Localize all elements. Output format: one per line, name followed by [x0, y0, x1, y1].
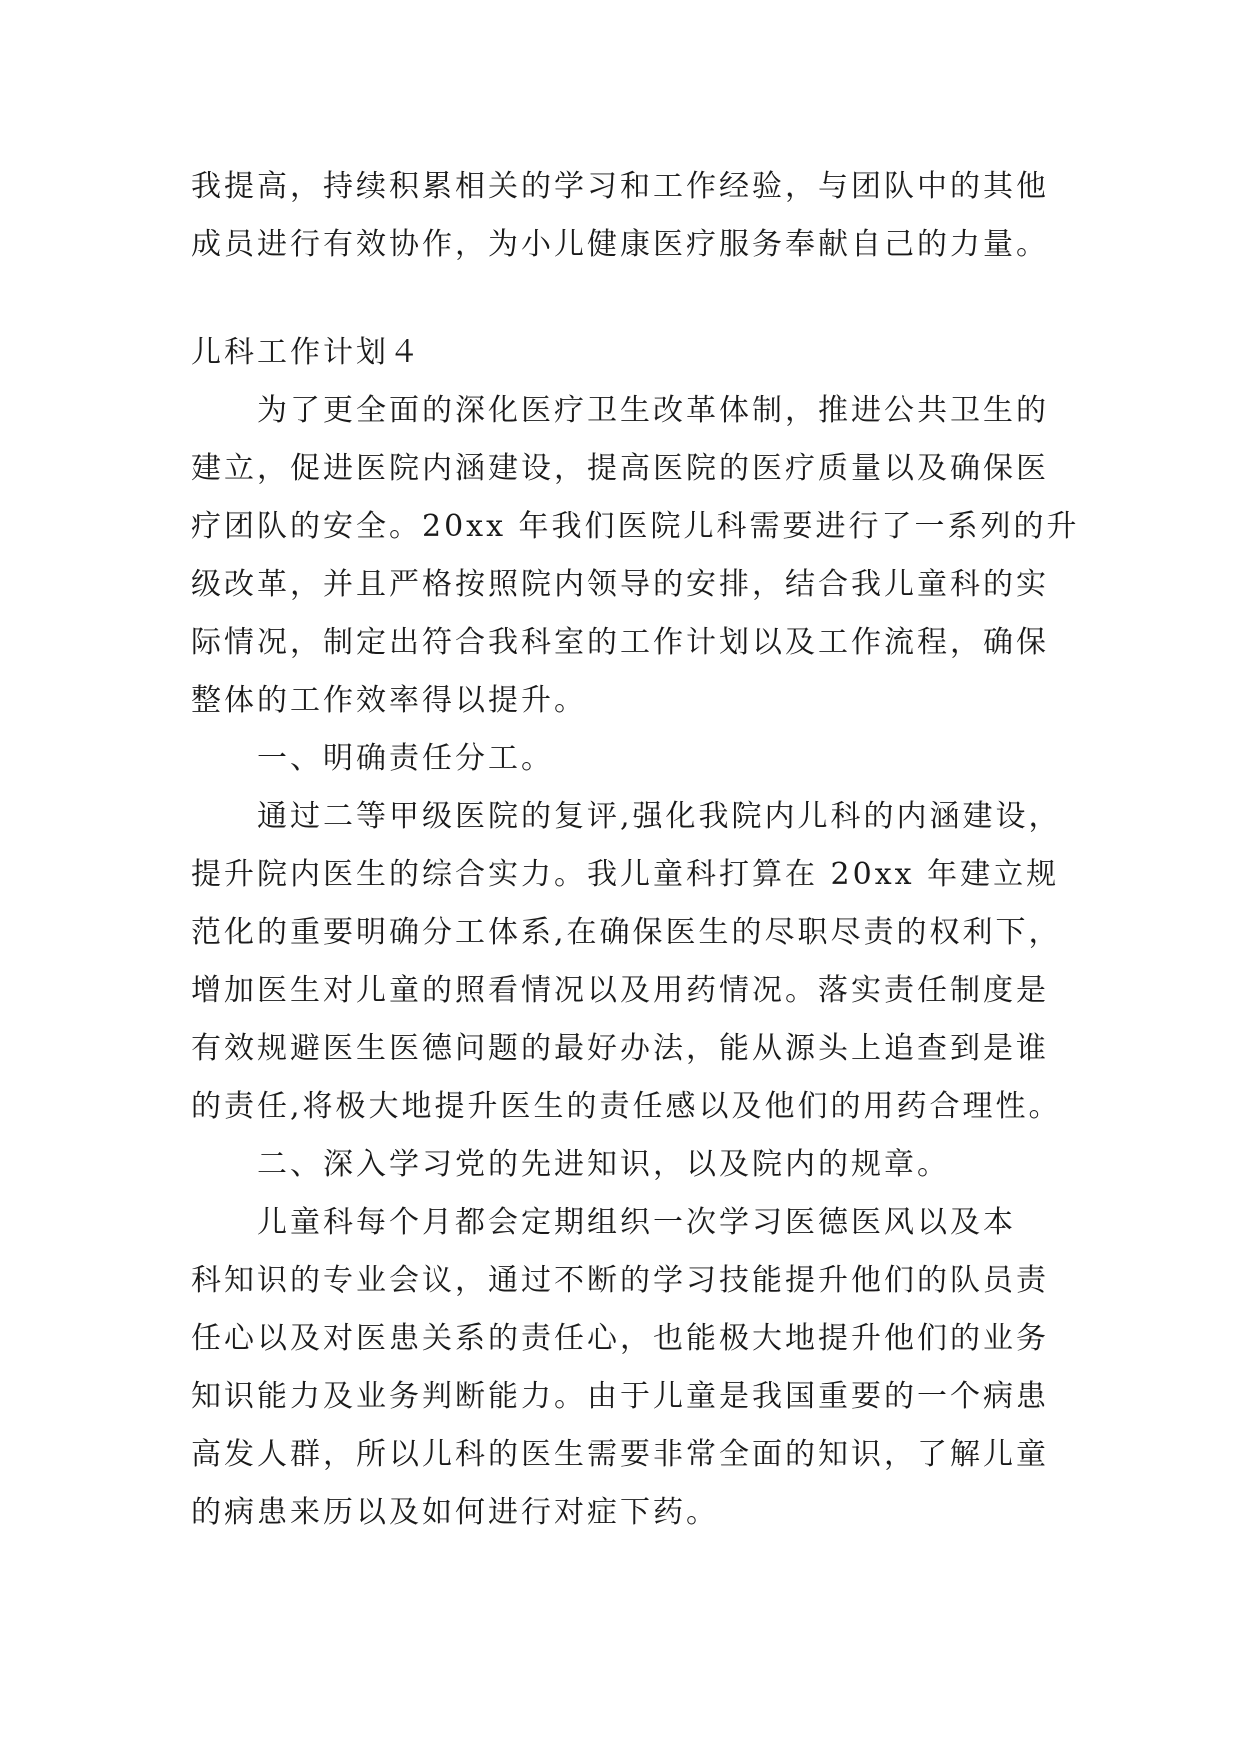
paragraph-line: 的责任,将极大地提升医生的责任感以及他们的用药合理性。 [191, 1089, 1062, 1124]
paragraph-line: 通过二等甲级医院的复评,强化我院内儿科的内涵建设， [257, 799, 1062, 834]
document-page [191, 158, 1080, 1542]
paragraph-intro-plan [191, 382, 1080, 730]
paragraph-line: 为了更全面的深化医疗卫生改革体制，推进公共卫生的 [257, 393, 1049, 428]
paragraph-study [191, 1194, 1051, 1542]
paragraph-responsibility [191, 788, 1062, 1136]
paragraph-line: 际情况，制定出符合我科室的工作计划以及工作流程，确保 [191, 625, 1049, 660]
paragraph-line: 范化的重要明确分工体系,在确保医生的尽职尽责的权利下， [191, 915, 1062, 950]
section-spacer [191, 274, 1051, 324]
paragraph-line: 的病患来历以及如何进行对症下药。 [191, 1495, 719, 1530]
paragraph-line: 增加医生对儿童的照看情况以及用药情况。落实责任制度是 [191, 973, 1049, 1008]
paragraph-line: 有效规避医生医德问题的最好办法，能从源头上追查到是谁 [191, 1031, 1049, 1066]
paragraph-line: 建立，促进医院内涵建设，提高医院的医疗质量以及确保医 [191, 451, 1049, 486]
paragraph-line: 我提高，持续积累相关的学习和工作经验，与团队中的其他 [191, 169, 1049, 204]
paragraph-line: 提升院内医生的综合实力。我儿童科打算在 20xx 年建立规 [191, 857, 1060, 892]
subheading: 二、深入学习党的先进知识，以及院内的规章。 [257, 1147, 950, 1182]
section-title: 儿科工作计划４ [191, 335, 422, 370]
paragraph-line: 科知识的专业会议，通过不断的学习技能提升他们的队员责 [191, 1263, 1049, 1298]
paragraph-line: 成员进行有效协作，为小儿健康医疗服务奉献自己的力量。 [191, 227, 1049, 262]
paragraph-line: 知识能力及业务判断能力。由于儿童是我国重要的一个病患 [191, 1379, 1049, 1414]
paragraph-line: 儿童科每个月都会定期组织一次学习医德医风以及本 [257, 1205, 1016, 1240]
paragraph-line: 疗团队的安全。20xx 年我们医院儿科需要进行了一系列的升 [191, 509, 1080, 544]
heading-study [191, 1136, 1051, 1194]
subheading: 一、明确责任分工。 [257, 741, 554, 776]
heading-responsibility [191, 730, 1051, 788]
paragraph-line: 级改革，并且严格按照院内领导的安排，结合我儿童科的实 [191, 567, 1049, 602]
paragraph-line: 高发人群，所以儿科的医生需要非常全面的知识，了解儿童 [191, 1437, 1049, 1472]
intro-paragraph [191, 158, 1051, 274]
paragraph-line: 任心以及对医患关系的责任心，也能极大地提升他们的业务 [191, 1321, 1049, 1356]
paragraph-line: 整体的工作效率得以提升。 [191, 683, 587, 718]
